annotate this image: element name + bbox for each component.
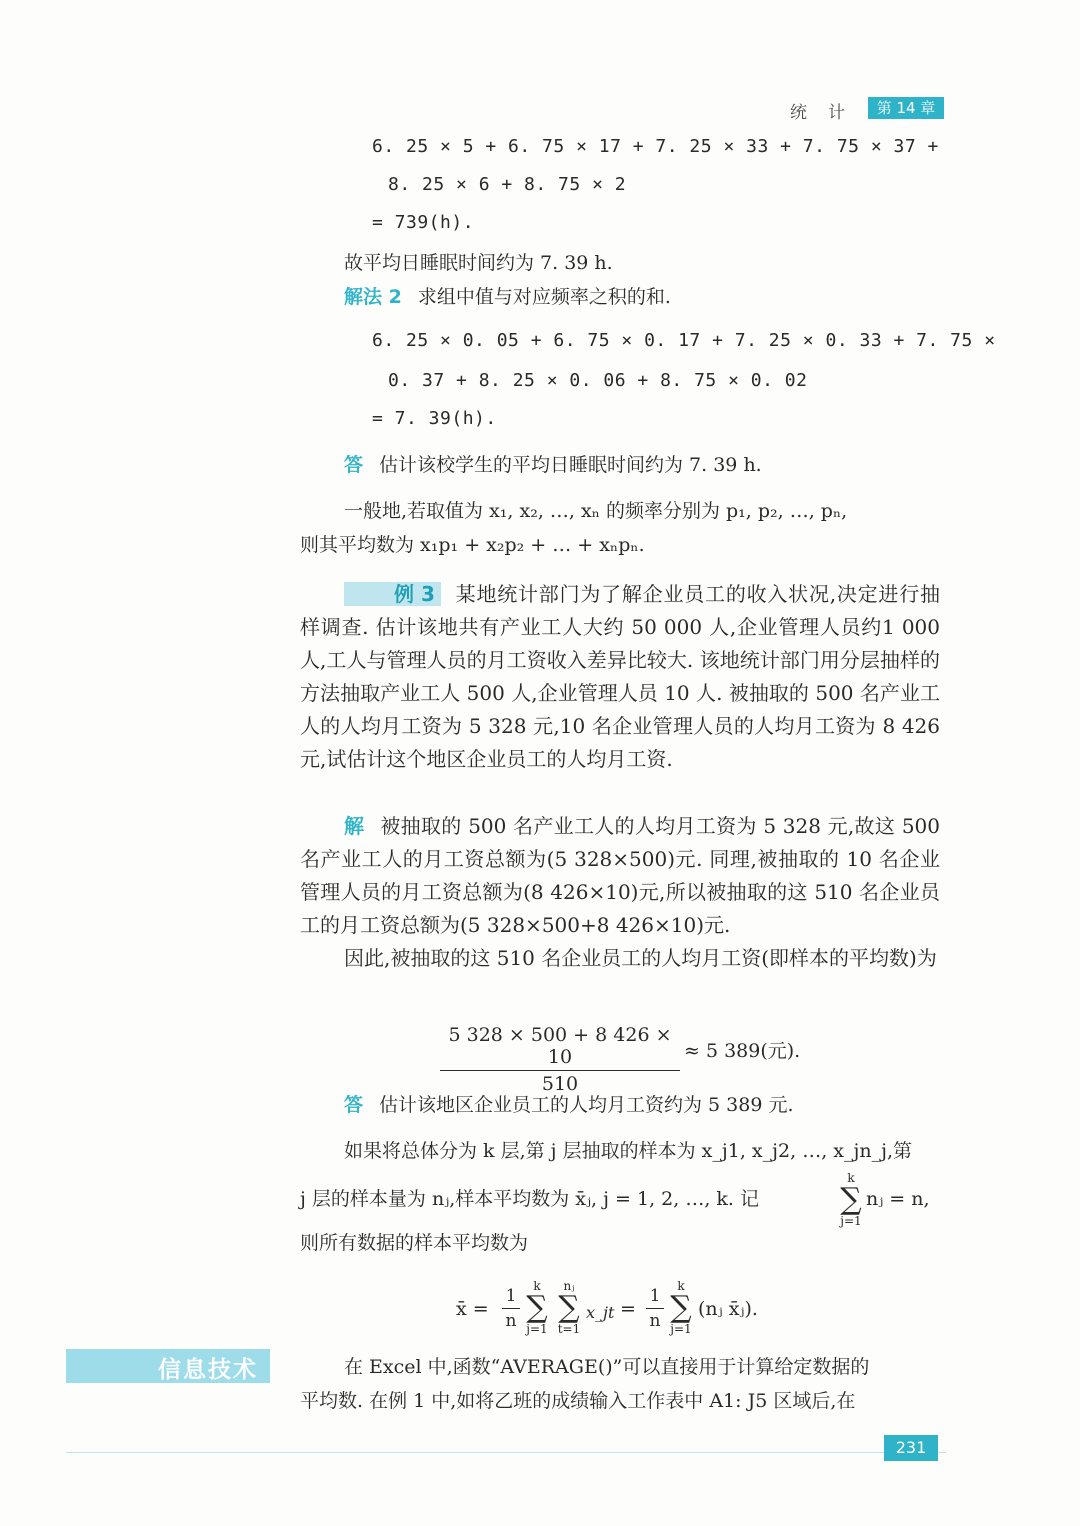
chapter-badge: 第 14 章 xyxy=(868,97,944,119)
formula-denominator: n xyxy=(649,1311,661,1331)
sum-symbol xyxy=(836,1172,866,1228)
sum-symbol xyxy=(554,1280,584,1336)
calc-line: 8. 25 × 6 + 8. 75 × 2 xyxy=(388,174,627,195)
general-line: 则其平均数为 x₁p₁ + x₂p₂ + … + xₙpₙ. xyxy=(300,534,645,556)
formula-lhs: x̄ = xyxy=(456,1298,489,1320)
calc-result: = 7. 39(h). xyxy=(372,408,497,429)
example3-block xyxy=(300,578,940,776)
solution3-text: 被抽取的 500 名产业工人的人均月工资为 5 328 元,故这 500 名产业工人的月工资总额为(5 328×500)元. 同理,被抽取的 10 名企业管理人员的月工资总额为(8 426×10)元,所以被抽取的这 510 名企业员工的月工资总额为(5 328×500+8 426×10)元. xyxy=(300,814,941,937)
calc-line: 6. 25 × 0. 05 + 6. 75 × 0. 17 + 7. 25 × 0. 33 + 7. 75 × xyxy=(372,330,996,351)
solution2-title: 求组中值与对应频率之积的和. xyxy=(417,286,671,308)
sigma-icon: ∑ xyxy=(526,1290,548,1325)
formula-numerator: 1 xyxy=(502,1286,520,1309)
sum-upper: k xyxy=(847,1171,855,1185)
answer-block xyxy=(344,452,762,478)
stratified-line: 则所有数据的样本平均数为 xyxy=(300,1232,529,1254)
sigma-icon: ∑ xyxy=(840,1182,862,1217)
sum-symbol xyxy=(522,1280,552,1336)
sum-lower: j=1 xyxy=(670,1322,692,1336)
solution3-label: 解 xyxy=(344,814,365,838)
sigma-icon: ∑ xyxy=(670,1290,692,1325)
info-tech-line: 平均数. 在例 1 中,如将乙班的成绩输入工作表中 A1: J5 区域后,在 xyxy=(300,1390,856,1412)
example3-text: 某地统计部门为了解企业员工的收入状况,决定进行抽样调查. 估计该地共有产业工人大约 50 000 人,企业管理人员约1 000 人,工人与管理人员的月工资收入差异比较大. 该地统计部门用分层抽样的方法抽取产业工人 500 人,企业管理人员 10 人. 被抽取的 500 名产业工人的人均月工资为 5 328 元,10 名企业管理人员的人均月工资为 8 426 元,试估计这个地区企业员工的人均月工资. xyxy=(300,582,940,771)
info-tech-banner xyxy=(66,1349,270,1383)
sum-lower: j=1 xyxy=(526,1322,548,1336)
sum-symbol xyxy=(666,1280,696,1336)
stratified-line: j 层的样本量为 nⱼ,样本平均数为 x̄ⱼ, j = 1, 2, …, k. 记 xyxy=(300,1188,760,1210)
solution3-block xyxy=(300,810,940,942)
answer-text: 估计该校学生的平均日睡眠时间约为 7. 39 h. xyxy=(379,454,762,476)
sum-upper: k xyxy=(533,1279,541,1293)
answer-block xyxy=(344,1092,794,1118)
footer-divider xyxy=(66,1452,946,1453)
calc-line: 6. 25 × 5 + 6. 75 × 17 + 7. 25 × 33 + 7. 75 × 37 + xyxy=(372,136,939,157)
section-title: 统 计 xyxy=(790,103,847,123)
formula-rhs: (nⱼ x̄ⱼ). xyxy=(698,1298,758,1320)
solution2-label: 解法 2 xyxy=(344,286,402,308)
sum-upper: nⱼ xyxy=(563,1279,575,1293)
sum-lower: t=1 xyxy=(557,1322,581,1336)
answer-label: 答 xyxy=(344,454,364,476)
conclusion-text: 故平均日睡眠时间约为 7. 39 h. xyxy=(344,252,613,274)
example3-label: 例 3 xyxy=(344,582,441,606)
solution2-heading xyxy=(344,284,671,310)
formula-fraction xyxy=(502,1286,520,1331)
general-line: 一般地,若取值为 x₁, x₂, …, xₙ 的频率分别为 p₁, p₂, …, pₙ, xyxy=(344,500,848,522)
sum-upper: k xyxy=(677,1279,685,1293)
fraction-result: ≈ 5 389(元). xyxy=(684,1040,801,1062)
formula-fraction xyxy=(646,1286,664,1331)
info-tech-label: 信息技术 xyxy=(158,1357,258,1383)
sigma-icon: ∑ xyxy=(558,1290,580,1325)
formula-term: x_jt xyxy=(586,1303,615,1322)
solution3-text2: 因此,被抽取的这 510 名企业员工的人均月工资(即样本的平均数)为 xyxy=(344,946,937,970)
calc-line: 0. 37 + 8. 25 × 0. 06 + 8. 75 × 0. 02 xyxy=(388,370,808,391)
fraction-numerator: 5 328 × 500 + 8 426 × 10 xyxy=(440,1024,680,1071)
page-number: 231 xyxy=(884,1435,938,1461)
stratified-line: nⱼ = n, xyxy=(866,1188,930,1210)
answer-text: 估计该地区企业员工的人均月工资约为 5 389 元. xyxy=(379,1094,794,1116)
stratified-line: 如果将总体分为 k 层,第 j 层抽取的样本为 x_j1, x_j2, …, x_jn_j,第 xyxy=(344,1140,913,1162)
calc-result: = 739(h). xyxy=(372,212,475,233)
formula-denominator: n xyxy=(505,1311,517,1331)
fraction-denominator: 510 xyxy=(541,1073,579,1095)
info-tech-line: 在 Excel 中,函数“AVERAGE()”可以直接用于计算给定数据的 xyxy=(344,1356,870,1378)
fraction xyxy=(440,1024,680,1095)
sum-lower: j=1 xyxy=(840,1214,862,1228)
formula-numerator: 1 xyxy=(646,1286,664,1309)
answer-label: 答 xyxy=(344,1094,364,1116)
formula-equals: = xyxy=(620,1298,636,1320)
